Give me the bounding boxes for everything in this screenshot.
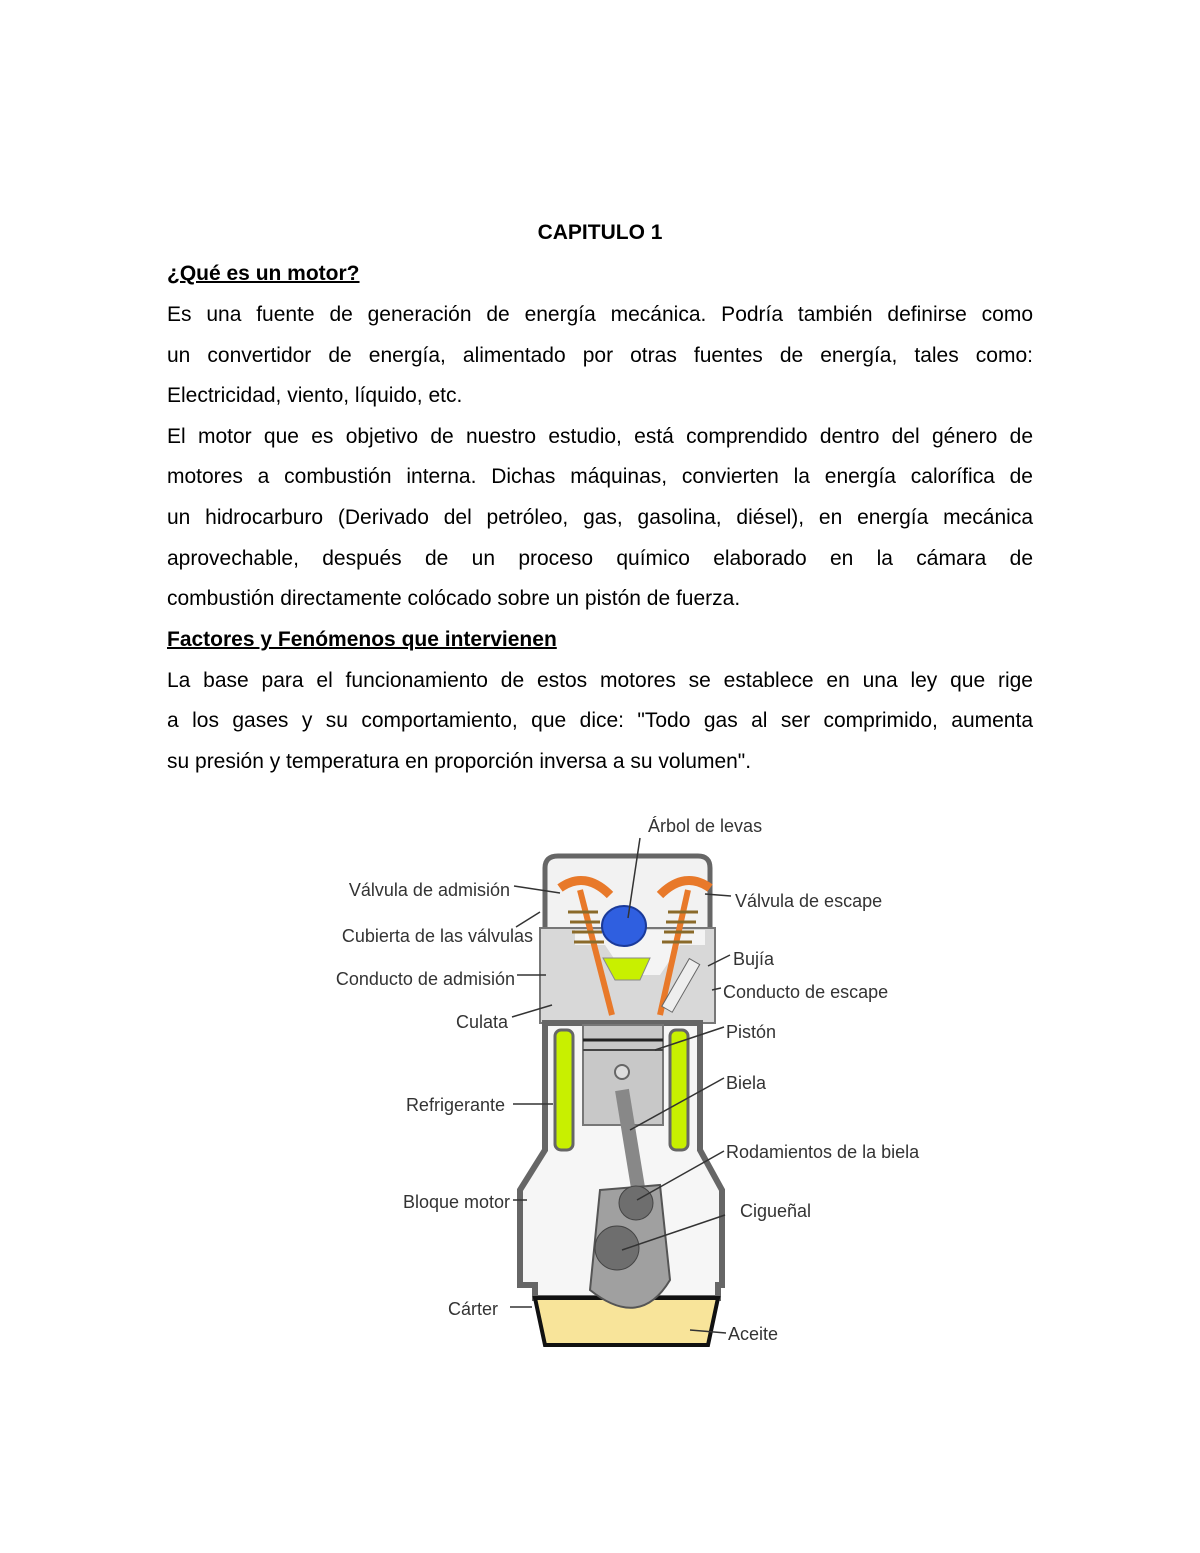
label-cylinder-head: Culata xyxy=(455,1012,508,1032)
coolant-right xyxy=(670,1030,688,1150)
label-oil: Aceite xyxy=(728,1324,779,1344)
label-camshaft: Árbol de levas xyxy=(648,816,763,836)
section-heading-what-is-motor: ¿Qué es un motor? xyxy=(167,262,360,285)
label-coolant: Refrigerante xyxy=(405,1095,505,1115)
label-oil-pan: Cárter xyxy=(447,1299,498,1319)
section-heading-factors: Factores y Fenómenos que intervienen xyxy=(167,628,557,651)
label-spark-plug: Bujía xyxy=(733,949,775,969)
chapter-title: CAPITULO 1 xyxy=(537,221,663,244)
paragraph-line: su presión y temperatura en proporción inversa a su volumen". xyxy=(167,750,752,773)
label-intake-port: Conducto de admisión xyxy=(335,969,515,989)
label-engine-block: Bloque motor xyxy=(402,1192,510,1212)
label-rod-bearings: Rodamientos de la biela xyxy=(726,1142,920,1162)
paragraph-line: El motor que es objetivo de nuestro estudio, está comprendido dentro del género de xyxy=(167,425,1033,448)
paragraph-line: un hidrocarburo (Derivado del petróleo, gas, gasolina, diésel), en energía mecánica xyxy=(167,506,1033,529)
paragraph-line: aprovechable, después de un proceso químico elaborado en la cámara de xyxy=(167,547,1033,570)
label-connecting-rod: Biela xyxy=(726,1073,767,1093)
label-piston: Pistón xyxy=(726,1022,777,1042)
paragraph-line: Electricidad, viento, líquido, etc. xyxy=(167,384,463,407)
label-crankshaft: Cigueñal xyxy=(740,1201,812,1221)
paragraph-line: motores a combustión interna. Dichas máquinas, convierten la energía calorífica de xyxy=(167,465,1033,488)
paragraph-line: La base para el funcionamiento de estos motores se establece en una ley que rige xyxy=(167,669,1033,692)
paragraph-line: a los gases y su comportamiento, que dice: "Todo gas al ser comprimido, aumenta xyxy=(167,709,1033,732)
camshaft xyxy=(602,906,646,946)
label-exhaust-port: Conducto de escape xyxy=(723,982,889,1002)
coolant-left xyxy=(555,1030,573,1150)
paragraph-line: un convertidor de energía, alimentado por otras fuentes de energía, tales como: xyxy=(167,344,1033,367)
paragraph-line: Es una fuente de generación de energía mecánica. Podría también definirse como xyxy=(167,303,1033,326)
label-intake-valve: Válvula de admisión xyxy=(348,880,510,900)
label-exhaust-valve: Válvula de escape xyxy=(735,891,883,911)
label-valve-cover: Cubierta de las válvulas xyxy=(341,926,533,946)
paragraph-line: combustión directamente colócado sobre un pistón de fuerza. xyxy=(167,587,741,610)
